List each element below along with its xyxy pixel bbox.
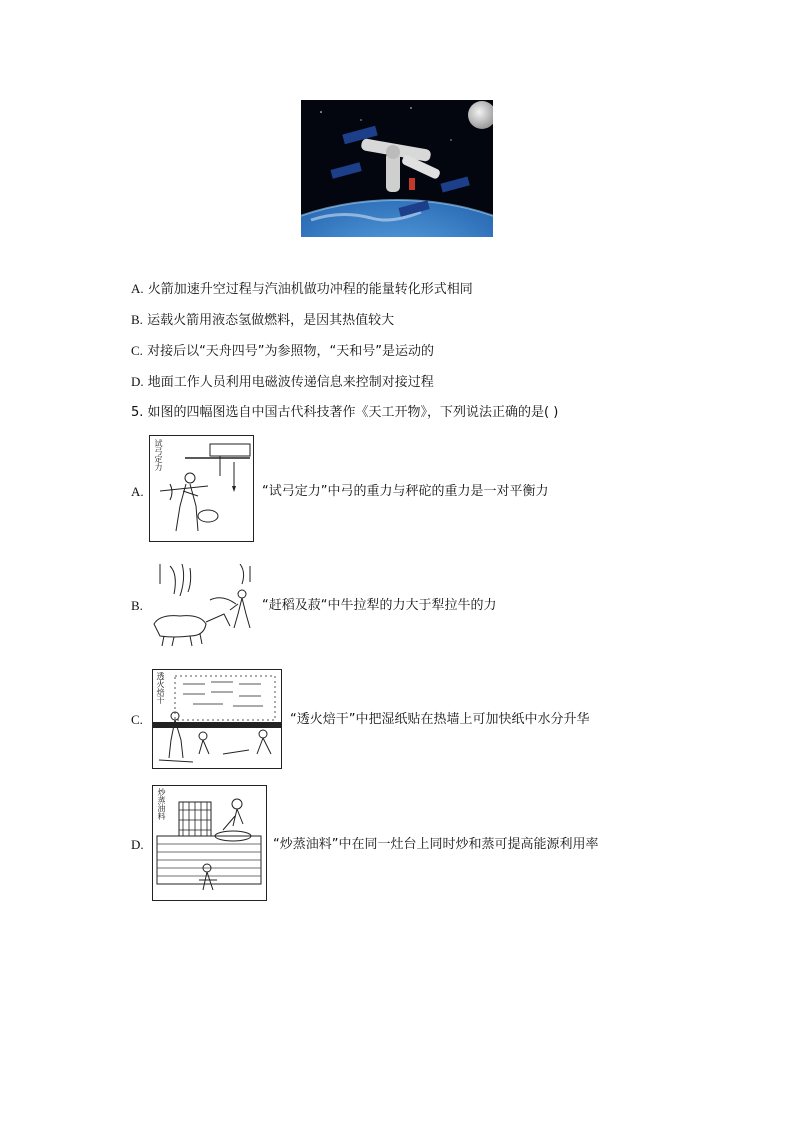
illustration-caption: 炒蒸油料 xyxy=(157,788,166,820)
question-text: 如图的四幅图选自中国古代科技著作《天工开物》，下列说法正确的是( ) xyxy=(147,405,559,420)
option-5d-text: “炒蒸油料”中在同一灶台上同时炒和蒸可提高能源利用率 xyxy=(273,837,599,852)
option-5c-label: C. xyxy=(131,712,143,727)
option-text: 地面工作人员利用电磁波传递信息来控制对接过程 xyxy=(147,375,434,390)
option-label: B. xyxy=(131,312,143,327)
illustration-caption: 透火焙干 xyxy=(156,672,165,704)
option-text: 运载火箭用液态氢做燃料，是因其热值较大 xyxy=(147,313,395,328)
option-text: 对接后以“天舟四号”为参照物，“天和号”是运动的 xyxy=(147,344,435,359)
space-station-photo xyxy=(301,100,493,237)
option-label: C. xyxy=(131,343,143,358)
option-5a-label: A. xyxy=(131,484,144,499)
option-4d xyxy=(131,374,434,391)
option-5b-illustration xyxy=(150,564,258,649)
option-4a xyxy=(131,281,473,298)
option-5c-text: “透火焙干”中把湿纸贴在热墙上可加快纸中水分升华 xyxy=(290,712,590,727)
option-4b xyxy=(131,312,394,329)
question-5-stem xyxy=(131,405,558,421)
illustration-caption: 试弓定力 xyxy=(154,439,163,471)
option-5d-label: D. xyxy=(131,837,144,852)
option-4c xyxy=(131,343,434,360)
option-5b-label: B. xyxy=(131,598,143,613)
option-label: A. xyxy=(131,281,144,296)
option-5a-text: “试弓定力”中弓的重力与秤砣的重力是一对平衡力 xyxy=(262,484,549,499)
option-5d-illustration xyxy=(152,785,267,901)
option-text: 火箭加速升空过程与汽油机做功冲程的能量转化形式相同 xyxy=(147,282,473,297)
question-number: 5. xyxy=(131,405,144,420)
option-label: D. xyxy=(131,374,144,389)
option-5c-illustration xyxy=(152,669,282,769)
option-5a-illustration xyxy=(149,435,254,542)
option-5b-text: “赶稻及菽“中牛拉犁的力大于犁拉牛的力 xyxy=(262,598,497,613)
